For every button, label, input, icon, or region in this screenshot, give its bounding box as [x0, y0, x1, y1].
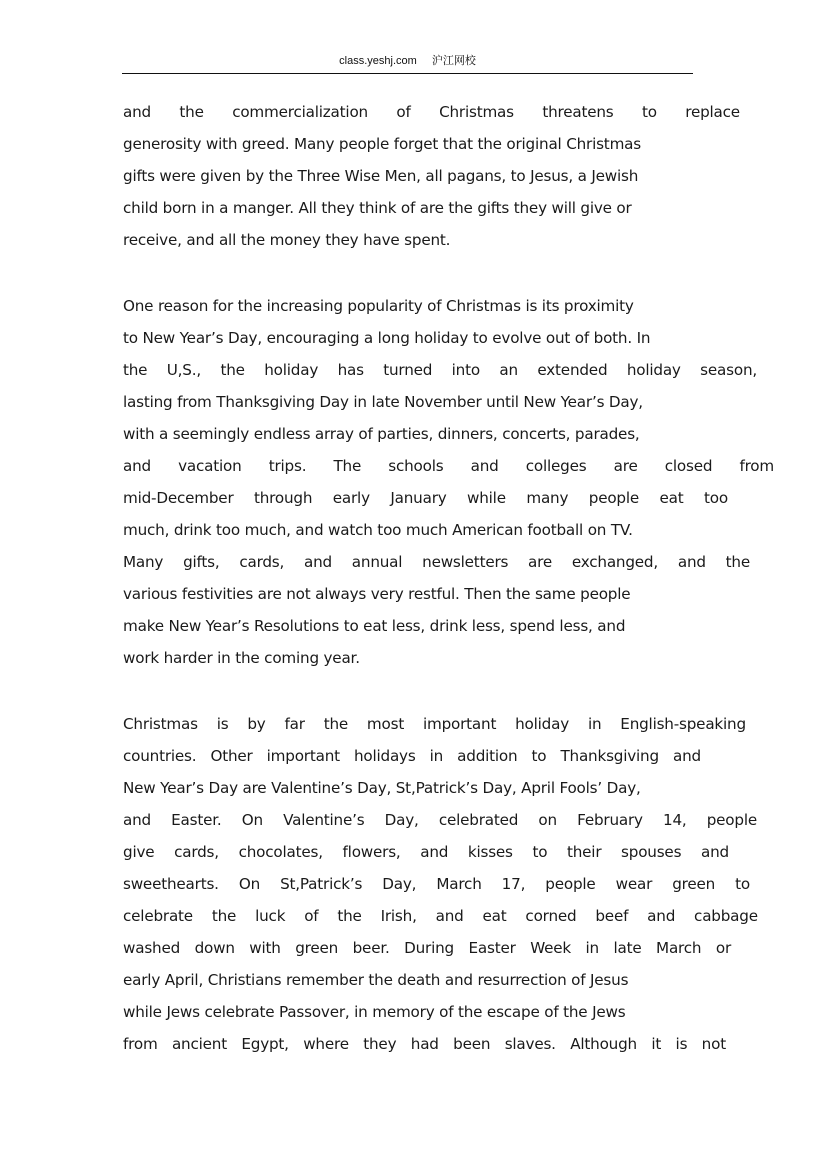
word: chocolates,: [238, 843, 323, 861]
word: eat: [659, 489, 684, 507]
word: and: [123, 811, 151, 829]
word: The: [333, 457, 362, 475]
word: their: [566, 843, 602, 861]
word: people: [706, 811, 757, 829]
word: exchanged,: [571, 553, 659, 571]
word: U,S.,: [166, 361, 202, 379]
word: trips.: [268, 457, 307, 475]
text-line: work harder in the coming year.: [123, 649, 360, 667]
word: far: [284, 715, 305, 733]
text-line: [123, 740, 701, 772]
word: in: [585, 939, 599, 957]
word: January: [390, 489, 447, 507]
text-line: [123, 836, 729, 868]
word: people: [545, 875, 596, 893]
word: the: [220, 361, 245, 379]
word: Easter.: [171, 811, 222, 829]
word: too: [704, 489, 728, 507]
word: on: [538, 811, 557, 829]
word: from: [739, 457, 774, 475]
word: annual: [351, 553, 403, 571]
word: had: [410, 1035, 439, 1053]
word: washed: [123, 939, 181, 957]
word: Valentine’s: [283, 811, 365, 829]
word: green: [295, 939, 339, 957]
word: holiday: [515, 715, 570, 733]
word: Day,: [384, 811, 419, 829]
text-line: [123, 868, 750, 900]
word: the: [179, 103, 204, 121]
word: the: [211, 907, 237, 925]
word: they: [363, 1035, 397, 1053]
word: been: [453, 1035, 491, 1053]
word: cards,: [174, 843, 219, 861]
word: Day,: [382, 875, 417, 893]
word: an: [499, 361, 518, 379]
word: most: [366, 715, 405, 733]
word: newsletters: [422, 553, 509, 571]
word: During: [404, 939, 454, 957]
word: 17,: [501, 875, 526, 893]
header-rule: [122, 73, 693, 74]
word: to: [532, 843, 548, 861]
word: wear: [615, 875, 653, 893]
paragraph: [123, 290, 775, 674]
word: threatens: [542, 103, 614, 121]
word: eat: [482, 907, 507, 925]
word: closed: [664, 457, 713, 475]
word: of: [304, 907, 319, 925]
text-line: [123, 450, 774, 482]
word: cards,: [239, 553, 285, 571]
word: gifts,: [183, 553, 220, 571]
word: spouses: [621, 843, 682, 861]
word: to: [531, 747, 547, 765]
word: and: [700, 843, 729, 861]
text-line: [123, 900, 758, 932]
word: luck: [255, 907, 286, 925]
text-line: [123, 482, 728, 514]
word: Week: [530, 939, 572, 957]
paragraph: [123, 708, 775, 1060]
header-school-name: 沪江网校: [431, 55, 476, 67]
word: where: [303, 1035, 349, 1053]
text-line: while Jews celebrate Passover, in memory of the escape of the Jews: [123, 1003, 626, 1021]
word: commercialization: [232, 103, 368, 121]
word: it: [651, 1035, 662, 1053]
word: addition: [457, 747, 518, 765]
word: or: [715, 939, 731, 957]
word: holidays: [353, 747, 416, 765]
word: and: [435, 907, 464, 925]
text-line: One reason for the increasing popularity of Christmas is its proximity: [123, 297, 634, 315]
word: early: [332, 489, 370, 507]
word: cabbage: [694, 907, 758, 925]
word: St,Patrick’s: [280, 875, 363, 893]
word: colleges: [525, 457, 587, 475]
word: green: [672, 875, 716, 893]
text-line: lasting from Thanksgiving Day in late November until New Year’s Day,: [123, 393, 643, 411]
word: On: [241, 811, 263, 829]
text-line: [123, 932, 731, 964]
word: are: [528, 553, 553, 571]
word: and: [123, 457, 151, 475]
text-line: to New Year’s Day, encouraging a long holiday to evolve out of both. In: [123, 329, 651, 347]
word: corned: [525, 907, 577, 925]
word: schools: [388, 457, 444, 475]
text-line: New Year’s Day are Valentine’s Day, St,Patrick’s Day, April Fools’ Day,: [123, 779, 641, 797]
word: mid-December: [123, 489, 234, 507]
text-line: [123, 804, 757, 836]
text-line: [123, 708, 746, 740]
word: are: [613, 457, 638, 475]
word: holiday: [626, 361, 681, 379]
text-line: generosity with greed. Many people forget that the original Christmas: [123, 135, 641, 153]
word: the: [323, 715, 349, 733]
word: the: [337, 907, 362, 925]
word: countries.: [123, 747, 197, 765]
word: and: [420, 843, 449, 861]
word: English-speaking: [620, 715, 746, 733]
word: turned: [383, 361, 433, 379]
text-line: make New Year’s Resolutions to eat less, drink less, spend less, and: [123, 617, 626, 635]
word: extended: [537, 361, 608, 379]
word: and: [647, 907, 676, 925]
word: replace: [685, 103, 740, 121]
word: while: [467, 489, 506, 507]
word: important: [266, 747, 340, 765]
word: by: [247, 715, 266, 733]
document-body: [123, 96, 775, 1060]
text-line: receive, and all the money they have spent.: [123, 231, 451, 249]
paragraph: [123, 96, 775, 256]
page-header: [122, 50, 693, 74]
word: give: [123, 843, 155, 861]
word: Christmas: [439, 103, 514, 121]
text-line: early April, Christians remember the death and resurrection of Jesus: [123, 971, 629, 989]
word: February: [577, 811, 643, 829]
header-site: class.yeshj.com: [339, 55, 417, 67]
word: in: [587, 715, 602, 733]
text-line: various festivities are not always very restful. Then the same people: [123, 585, 631, 603]
word: and: [470, 457, 499, 475]
word: season,: [700, 361, 757, 379]
word: through: [253, 489, 313, 507]
word: has: [337, 361, 364, 379]
text-line: [123, 96, 740, 128]
word: late: [613, 939, 642, 957]
word: to: [735, 875, 750, 893]
word: celebrate: [123, 907, 193, 925]
word: Egypt,: [241, 1035, 289, 1053]
word: sweethearts.: [123, 875, 219, 893]
word: Many: [123, 553, 164, 571]
word: Thanksgiving: [560, 747, 659, 765]
word: people: [588, 489, 640, 507]
word: vacation: [178, 457, 242, 475]
word: in: [429, 747, 444, 765]
word: many: [526, 489, 569, 507]
word: from: [123, 1035, 158, 1053]
text-line: gifts were given by the Three Wise Men, all pagans, to Jesus, a Jewish: [123, 167, 639, 185]
word: March: [656, 939, 702, 957]
word: Easter: [468, 939, 516, 957]
word: into: [451, 361, 480, 379]
word: slaves.: [504, 1035, 556, 1053]
text-line: child born in a manger. All they think of are the gifts they will give or: [123, 199, 632, 217]
word: flowers,: [342, 843, 401, 861]
word: celebrated: [438, 811, 519, 829]
word: the: [725, 553, 750, 571]
word: Irish,: [380, 907, 417, 925]
word: On: [238, 875, 261, 893]
word: Other: [210, 747, 253, 765]
word: ancient: [171, 1035, 227, 1053]
word: beef: [595, 907, 629, 925]
word: beer.: [352, 939, 390, 957]
word: Although: [570, 1035, 637, 1053]
word: and: [303, 553, 332, 571]
word: to: [641, 103, 657, 121]
word: Christmas: [123, 715, 198, 733]
word: important: [422, 715, 497, 733]
word: and: [677, 553, 706, 571]
word: kisses: [467, 843, 513, 861]
word: down: [194, 939, 235, 957]
word: and: [672, 747, 701, 765]
text-line: [123, 546, 750, 578]
text-line: [123, 354, 757, 386]
word: not: [701, 1035, 726, 1053]
word: 14,: [662, 811, 687, 829]
word: of: [396, 103, 411, 121]
word: March: [436, 875, 482, 893]
text-line: with a seemingly endless array of parties, dinners, concerts, parades,: [123, 425, 640, 443]
word: is: [675, 1035, 688, 1053]
word: the: [123, 361, 148, 379]
text-line: [123, 1028, 726, 1060]
text-line: much, drink too much, and watch too much American football on TV.: [123, 521, 633, 539]
word: with: [249, 939, 281, 957]
word: is: [216, 715, 229, 733]
word: holiday: [264, 361, 319, 379]
word: and: [123, 103, 151, 121]
